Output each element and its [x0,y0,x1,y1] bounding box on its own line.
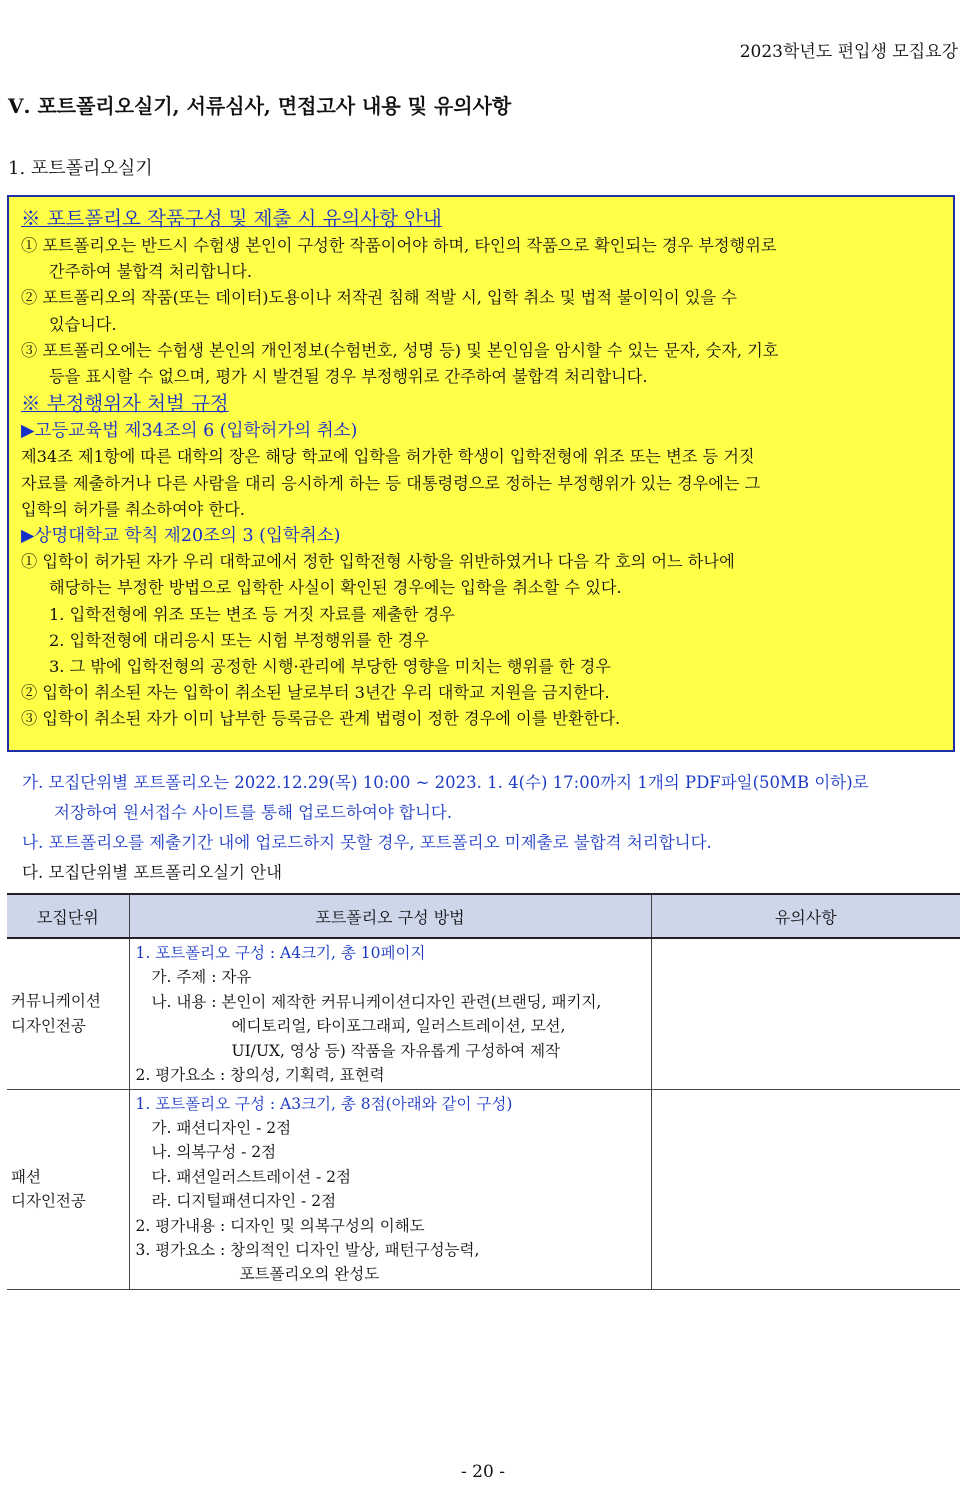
header-unit: 모집단위 [7,894,129,938]
law2-item-1: ① 입학이 허가된 자가 우리 대학교에서 정한 입학전형 사항을 위반하였거나 다음 각 호의 어느 하나에 [21,552,735,572]
law2-item-3: ③ 입학이 취소된 자가 이미 납부한 등록금은 관계 법령이 정한 경우에 이를 반환한다. [21,709,621,729]
document-header-title: 2023학년도 편입생 모집요강 [739,42,958,62]
law1-text-line: 자료를 제출하거나 다른 사람을 대리 응시하게 하는 등 대통령령으로 정하는 부정행위가 있는 경우에는 그 [21,473,761,493]
method-line: 2. 평가내용 : 디자인 및 의복구성의 이해도 [135,1216,425,1235]
method-line: 3. 평가요소 : 창의적인 디자인 발상, 패턴구성능력, [135,1240,480,1259]
notice-heading-portfolio: ※ 포트폴리오 작품구성 및 제출 시 유의사항 안내 [21,207,442,230]
law1-title: ▶고등교육법 제34조의 6 (입학허가의 취소) [21,421,358,442]
unit-name: 커뮤니케이션 [11,992,101,1011]
portfolio-table [7,893,960,1290]
law2-sub-item: 2. 입학전형에 대리응시 또는 시험 부정행위를 한 경우 [49,630,429,650]
notice-heading-penalty: ※ 부정행위자 처벌 규정 [21,392,229,416]
law1-text-line: 제34조 제1항에 따른 대학의 장은 해당 학교에 입학을 허가한 학생이 입학전형에 위조 또는 변조 등 거짓 [21,447,755,467]
header-notes: 유의사항 [651,894,960,938]
header-method: 포트폴리오 구성 방법 [129,894,651,938]
method-sub-line: 나. 의복구성 - 2점 [151,1143,277,1162]
method-line: 1. 포트폴리오 구성 : A4크기, 총 10페이지 [135,944,426,962]
unit-name: 디자인전공 [11,1016,86,1035]
notice-item-3: ③ 포트폴리오에는 수험생 본인의 개인정보(수험번호, 성명 등) 및 본인임을 암시할 수 있는 문자, 숫자, 기호 [21,340,779,360]
section-title: Ⅴ. 포트폴리오실기, 서류심사, 면접고사 내용 및 유의사항 [8,94,512,118]
method-sub-line: 라. 디지털패션디자인 - 2점 [151,1192,337,1211]
method-cell [129,938,651,1089]
law2-item-2: ② 입학이 취소된 자는 입학이 취소된 날로부터 3년간 우리 대학교 지원을 금지한다. [21,683,610,703]
method-line: 1. 포트폴리오 구성 : A3크기, 총 8점(아래와 같이 구성) [135,1094,513,1113]
note-da: 다. 모집단위별 포트폴리오실기 안내 [22,863,283,882]
law1-text-line: 입학의 허가를 취소하여야 한다. [21,499,245,519]
note-ga-cont: 저장하여 원서접수 사이트를 통해 업로드하여야 합니다. [54,803,453,822]
method-line: 에디토리얼, 타이포그래피, 일러스트레이션, 모션, [231,1017,566,1036]
subsection-title: 1. 포트폴리오실기 [8,158,153,179]
unit-cell [7,1089,129,1289]
page-number: - 20 - [461,1462,505,1482]
notes-list [22,768,869,888]
law2-sub-item: 1. 입학전형에 위조 또는 변조 등 거짓 자료를 제출한 경우 [49,604,455,624]
table-row [7,938,960,1089]
method-line: UI/UX, 영상 등) 작품을 자유롭게 구성하여 제작 [231,1041,561,1060]
unit-name: 디자인전공 [11,1192,86,1210]
table-row [7,1089,960,1289]
notice-box [7,195,955,752]
notice-item-2: ② 포트폴리오의 작품(또는 데이터)도용이나 저작권 침해 적발 시, 입학 취소 및 법적 불이익이 있을 수 [21,288,737,308]
law2-item-1-cont: 해당하는 부정한 방법으로 입학한 사실이 확인된 경우에는 입학을 취소할 수 있다. [49,578,622,598]
notes-cell [651,938,960,1089]
unit-name: 패션 [11,1167,41,1186]
method-sub-line: 가. 패션디자인 - 2점 [151,1118,292,1137]
method-line: 2. 평가요소 : 창의성, 기획력, 표현력 [135,1066,385,1085]
law2-title: ▶상명대학교 학칙 제20조의 3 (입학취소) [21,526,341,547]
method-sub-line: 다. 패션일러스트레이션 - 2점 [151,1167,352,1186]
notice-item-1-cont: 간주하여 불합격 처리합니다. [49,262,253,282]
notes-cell [651,1089,960,1289]
unit-cell [7,938,129,1089]
note-ga: 가. 모집단위별 포트폴리오는 2022.12.29(목) 10:00 ~ 2023. 1. 4(수) 17:00까지 1개의 PDF파일(50MB 이하)로 [22,773,869,792]
table-header-row [7,894,960,938]
notice-item-3-cont: 등을 표시할 수 없으며, 평가 시 발견될 경우 부정행위로 간주하여 불합격 처리합니다. [49,367,648,387]
method-line: 나. 내용 : 본인이 제작한 커뮤니케이션디자인 관련(브랜딩, 패키지, [151,992,602,1011]
method-line: 가. 주제 : 자유 [151,968,252,987]
notice-item-1: ① 포트폴리오는 반드시 수험생 본인이 구성한 작품이어야 하며, 타인의 작품으로 확인되는 경우 부정행위로 [21,236,777,255]
law2-sub-item: 3. 그 밖에 입학전형의 공정한 시행·관리에 부당한 영향을 미치는 행위를 한 경우 [49,657,611,677]
notice-item-2-cont: 있습니다. [49,314,117,334]
note-na: 나. 포트폴리오를 제출기간 내에 업로드하지 못할 경우, 포트폴리오 미제출로 불합격 처리합니다. [22,833,712,852]
method-line: 포트폴리오의 완성도 [239,1265,380,1284]
method-cell [129,1089,651,1289]
